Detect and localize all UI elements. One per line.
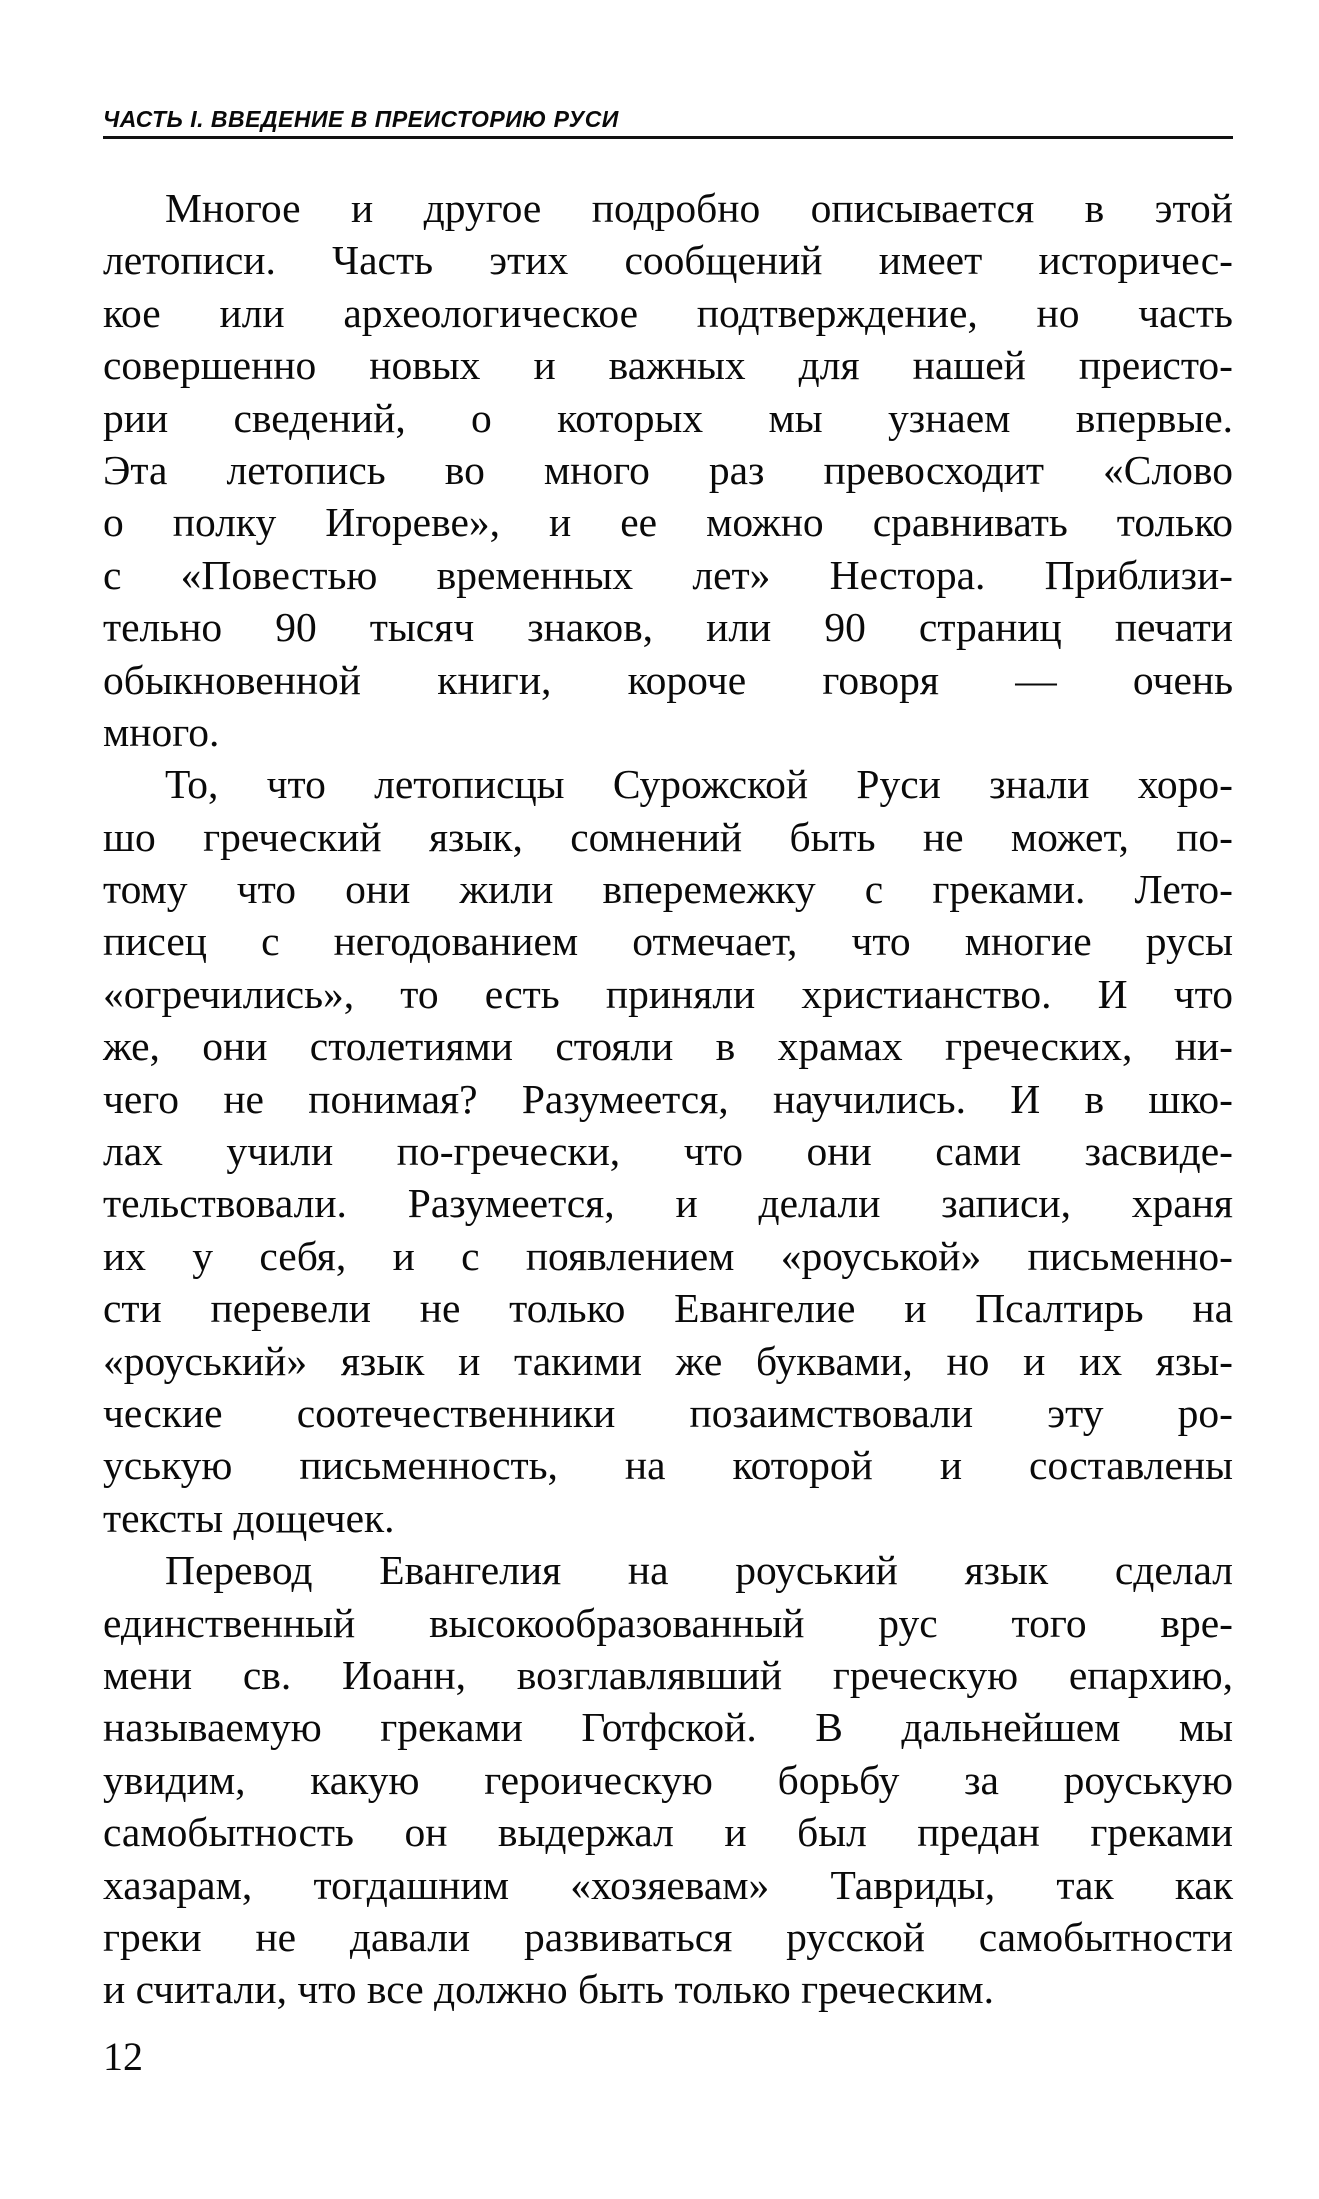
paragraph xyxy=(103,1544,1233,2016)
text-line: писец с негодованием отмечает, что многие русы xyxy=(103,918,1233,965)
text-line: рии сведений, о которых мы узнаем впервые. xyxy=(103,394,1233,441)
text-line: много. xyxy=(103,708,220,755)
text-line: их у себя, и с появлением «роуськой» письменно- xyxy=(103,1232,1233,1279)
text-line: уськую письменность, на которой и составлены xyxy=(103,1442,1233,1489)
text-line: сти перевели не только Евангелие и Псалтирь на xyxy=(103,1285,1233,1332)
running-head xyxy=(103,102,1233,139)
text-line: мени св. Иоанн, возглавлявший греческую епархию, xyxy=(103,1651,1233,1698)
text-line: «роуський» язык и такими же буквами, но и их язы- xyxy=(103,1337,1233,1384)
paragraph xyxy=(103,182,1233,758)
text-line: чего не понимая? Разумеется, научились. И в шко- xyxy=(103,1075,1233,1122)
text-line: ческие соотечественники позаимствовали эту ро- xyxy=(103,1389,1233,1436)
text-line: То, что летописцы Сурожской Руси знали хоро- xyxy=(165,761,1233,808)
text-line: тому что они жили вперемежку с греками. Лето- xyxy=(103,866,1233,913)
text-line: «огречились», то есть приняли христианство. И что xyxy=(103,970,1233,1017)
text-line: и считали, что все должно быть только греческим. xyxy=(103,1966,994,2013)
text-line: Многое и другое подробно описывается в этой xyxy=(165,185,1233,231)
text-line: тексты дощечек. xyxy=(103,1494,395,1541)
text-line: же, они столетиями стояли в храмах греческих, ни- xyxy=(103,1023,1233,1070)
text-line: совершенно новых и важных для нашей преисто- xyxy=(103,342,1233,389)
text-line: с «Повестью временных лет» Нестора. Приблизи- xyxy=(103,551,1233,598)
text-line: единственный высокообразованный рус того вре- xyxy=(103,1599,1233,1646)
body-text xyxy=(103,182,1233,2016)
text-line: тельно 90 тысяч знаков, или 90 страниц печати xyxy=(103,604,1233,651)
text-line: лах учили по-гречески, что они сами засвиде- xyxy=(103,1128,1233,1175)
text-line: греки не давали развиваться русской самобытности xyxy=(103,1913,1233,1960)
text-line: кое или археологическое подтверждение, но часть xyxy=(103,289,1233,336)
text-line: самобытность он выдержал и был предан греками xyxy=(103,1809,1233,1856)
page-number: 12 xyxy=(103,2034,143,2079)
text-line: Перевод Евангелия на роуський язык сделал xyxy=(165,1547,1233,1594)
text-line: о полку Игореве», и ее можно сравнивать только xyxy=(103,499,1233,546)
text-line: называемую греками Готфской. В дальнейшем мы xyxy=(103,1704,1233,1751)
text-line: хазарам, тогдашним «хозяевам» Тавриды, так как xyxy=(103,1861,1233,1908)
text-line: тельствовали. Разумеется, и делали записи, храня xyxy=(103,1180,1233,1227)
paragraph xyxy=(103,758,1233,1544)
text-line: шо греческий язык, сомнений быть не может, по- xyxy=(103,813,1233,860)
text-line: Эта летопись во много раз превосходит «Слово xyxy=(103,446,1233,493)
text-line: летописи. Часть этих сообщений имеет историчес- xyxy=(103,237,1233,284)
running-head-title: ЧАСТЬ I. ВВЕДЕНИЕ В ПРЕИСТОРИЮ РУСИ xyxy=(103,106,619,132)
text-line: обыкновенной книги, короче говоря — очень xyxy=(103,656,1233,703)
text-line: увидим, какую героическую борьбу за роуськую xyxy=(103,1756,1233,1803)
